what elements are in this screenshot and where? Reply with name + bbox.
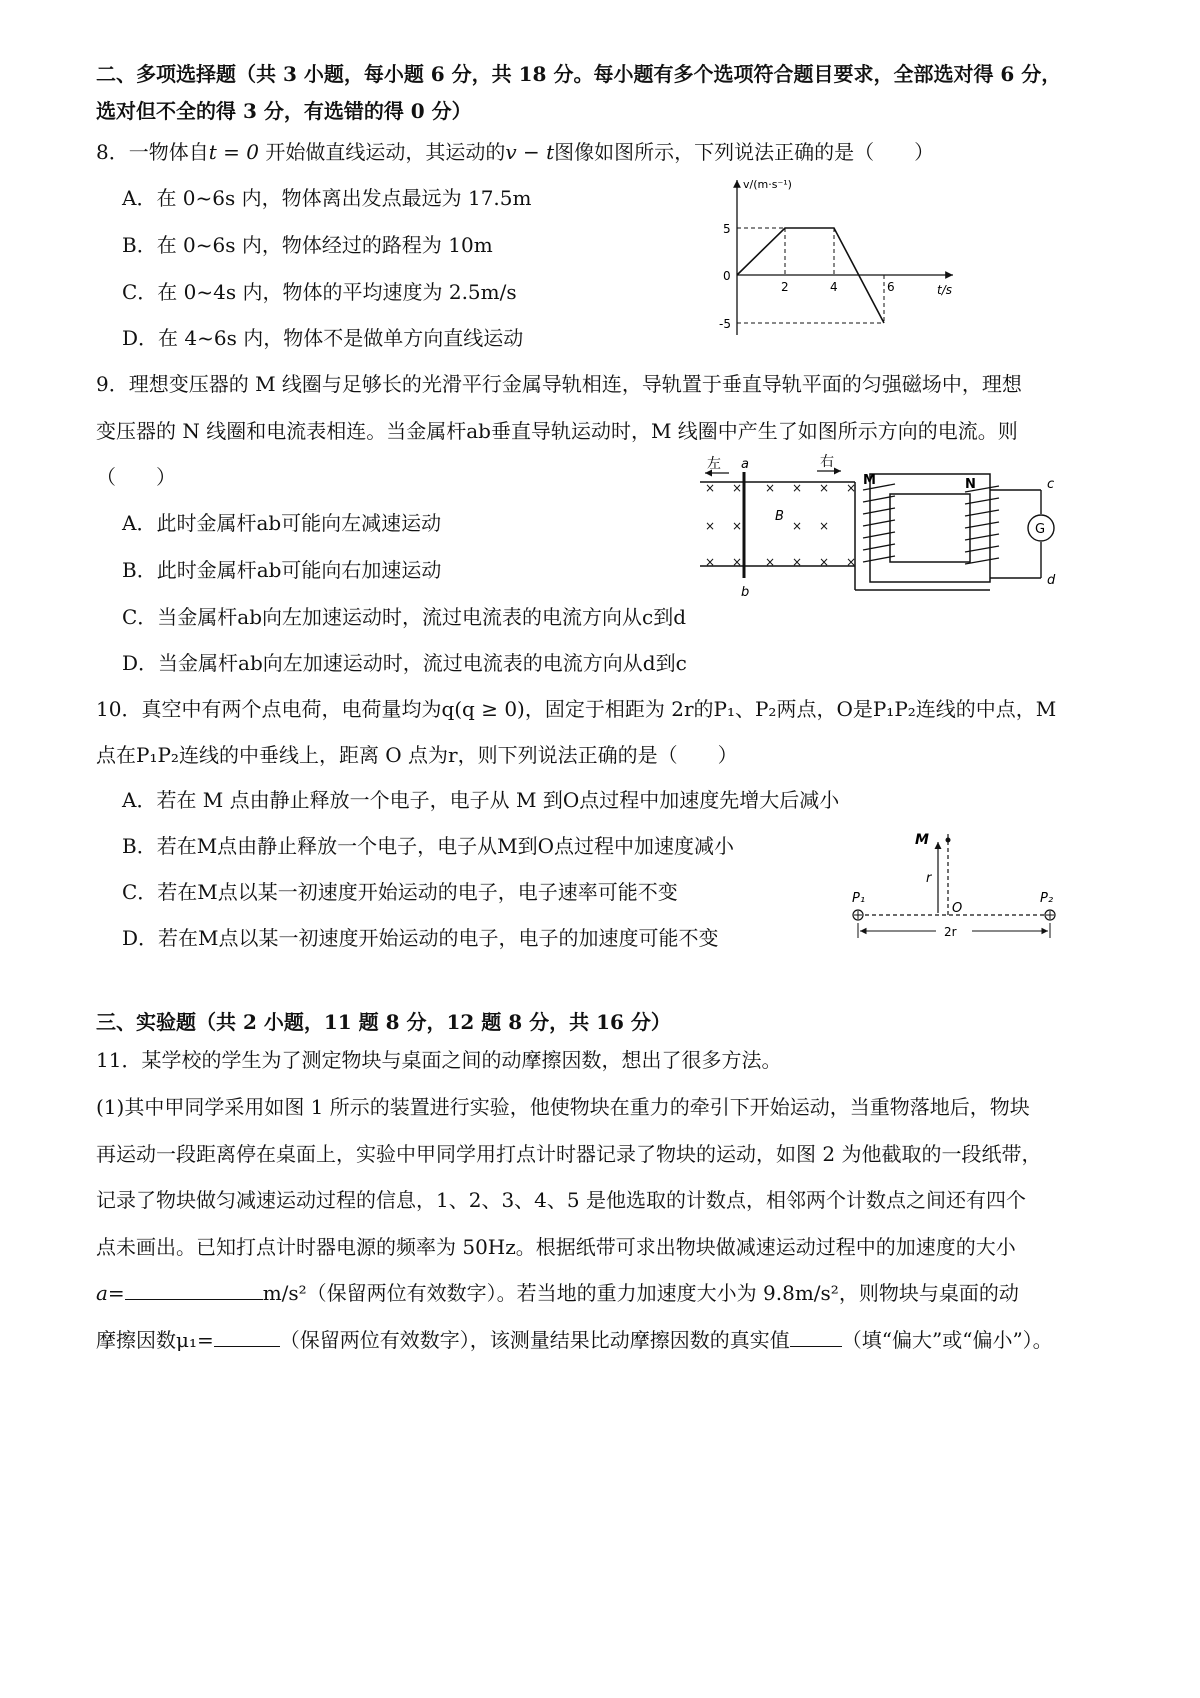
q11-p5-a: a=: [96, 1281, 125, 1305]
q10-line2: 点在P₁P₂连线的中垂线上，距离 O 点为r，则下列说法正确的是（ ）: [96, 743, 738, 767]
x-tick-2: 2: [781, 280, 789, 294]
y-tick-0: 0: [723, 269, 731, 283]
q9-line2: 变压器的 N 线圈和电流表相连。当金属杆ab垂直导轨运动时，M 线圈中产生了如图所示方向的电流。则: [96, 419, 1018, 443]
svg-text:×: ×: [732, 481, 743, 495]
q9-option-b: B．此时金属杆ab可能向右加速运动: [122, 558, 442, 582]
label-a: a: [741, 457, 749, 472]
q10-line1: 10．真空中有两个点电荷，电荷量均为q(q ≥ 0)，固定于相距为 2r的P₁、P₂两点，O是P₁P₂连线的中点，M: [96, 697, 1057, 721]
q11-p1: (1)其中甲同学采用如图 1 所示的装置进行实验，他使物块在重力的牵引下开始运动，当重物落地后，物块: [96, 1095, 1030, 1119]
svg-text:×: ×: [705, 555, 716, 569]
q9-paren: （ ）: [96, 465, 176, 489]
label-p2: P₂: [1040, 891, 1054, 906]
svg-text:×: ×: [819, 555, 830, 569]
x-tick-4: 4: [830, 280, 838, 294]
q8-stem-c: 图像如图所示，下列说法正确的是（ ）: [554, 140, 935, 164]
svg-text:×: ×: [819, 481, 830, 495]
q10-option-b: B．若在M点由静止释放一个电子，电子从M到O点过程中加速度减小: [122, 834, 735, 858]
section-2-title: 二、多项选择题（共 3 小题，每小题 6 分，共 18 分。每小题有多个选项符合题目要求，全部选对得 6 分，: [96, 62, 1062, 86]
q8-option-d: D．在 4~6s 内，物体不是做单方向直线运动: [122, 326, 524, 350]
label-O: O: [952, 901, 963, 916]
svg-text:×: ×: [705, 481, 716, 495]
q8-stem-var2: v − t: [505, 140, 555, 164]
label-G: G: [1035, 522, 1046, 537]
svg-text:×: ×: [732, 519, 743, 533]
section-2-title-cont: 选对但不全的得 3 分，有选错的得 0 分）: [96, 99, 472, 123]
svg-text:×: ×: [792, 519, 803, 533]
y-tick-neg5: -5: [719, 317, 731, 331]
label-2r: 2r: [944, 925, 957, 939]
svg-text:×: ×: [732, 555, 743, 569]
point-M: [946, 838, 951, 843]
x-axis-label: t/s: [937, 283, 952, 297]
q8-vt-graph: [715, 170, 965, 345]
q8-option-b: B．在 0~6s 内，物体经过的路程为 10m: [122, 233, 493, 257]
label-b: b: [741, 585, 750, 600]
svg-text:×: ×: [846, 481, 857, 495]
label-d: d: [1047, 573, 1056, 588]
q10-option-d: D．若在M点以某一初速度开始运动的电子，电子的加速度可能不变: [122, 926, 719, 950]
section-3-title: 三、实验题（共 2 小题，11 题 8 分，12 题 8 分，共 16 分）: [96, 1010, 671, 1034]
q9-option-d: D．当金属杆ab向左加速运动时，流过电流表的电流方向从d到c: [122, 651, 687, 675]
svg-text:×: ×: [705, 519, 716, 533]
svg-text:×: ×: [792, 481, 803, 495]
label-left: 左: [707, 456, 721, 472]
q8-stem: [96, 138, 934, 166]
label-r: r: [926, 871, 932, 886]
label-N: N: [965, 477, 976, 492]
q11-p6-a: 摩擦因数μ₁=: [96, 1328, 214, 1352]
y-axis-label: v/(m·s⁻¹): [743, 178, 792, 191]
answer-blank-bias[interactable]: [790, 1326, 842, 1347]
answer-blank-friction[interactable]: [214, 1326, 280, 1347]
q9-option-c: C．当金属杆ab向左加速运动时，流过电流表的电流方向从c到d: [122, 605, 687, 629]
svg-text:×: ×: [792, 555, 803, 569]
q11-p5: [96, 1279, 1019, 1307]
q8-option-a: A．在 0~6s 内，物体离出发点最远为 17.5m: [122, 186, 532, 210]
label-B: B: [775, 509, 784, 524]
q10-charge-diagram: [840, 820, 1080, 960]
q8-option-c: C．在 0~4s 内，物体的平均速度为 2.5m/s: [122, 280, 517, 304]
answer-blank-acceleration[interactable]: [125, 1279, 263, 1300]
svg-text:×: ×: [765, 481, 776, 495]
magnetic-field-marks: [705, 481, 856, 569]
q11-p6: [96, 1326, 1053, 1354]
label-c: c: [1047, 477, 1055, 492]
label-M: M: [915, 832, 929, 848]
q11-p6-b: （保留两位有效数字），该测量结果比动摩擦因数的真实值: [279, 1328, 790, 1352]
svg-text:×: ×: [765, 555, 776, 569]
svg-text:×: ×: [846, 555, 857, 569]
q11-p2: 再运动一段距离停在桌面上，实验中甲同学用打点计时器记录了物块的运动，如图 2 为他截取的一段纸带，: [96, 1142, 1042, 1166]
label-p1: P₁: [852, 891, 866, 906]
q11-p3: 记录了物块做匀减速运动过程的信息，1、2、3、4、5 是他选取的计数点，相邻两个计数点之间还有四个: [96, 1188, 1026, 1212]
q11-p5-b: m/s²（保留两位有效数字）。若当地的重力加速度大小为 9.8m/s²，则物块与桌面的动: [262, 1281, 1019, 1305]
q11-line1: 11．某学校的学生为了测定物块与桌面之间的动摩擦因数，想出了很多方法。: [96, 1048, 782, 1072]
q8-stem-var: t = 0: [208, 140, 259, 164]
y-tick-5: 5: [723, 222, 731, 236]
q8-stem-b: 开始做直线运动，其运动的: [258, 140, 506, 164]
q9-line1: 9．理想变压器的 M 线圈与足够长的光滑平行金属导轨相连，导轨置于垂直导轨平面的匀强磁场中，理想: [96, 372, 1022, 396]
x-tick-6: 6: [887, 280, 895, 294]
svg-text:×: ×: [819, 519, 830, 533]
q11-p6-c: （填“偏大”或“偏小”）。: [841, 1328, 1053, 1352]
q11-p4: 点未画出。已知打点计时器电源的频率为 50Hz。根据纸带可求出物块做减速运动过程中的加速度的大小: [96, 1235, 1016, 1259]
q10-option-c: C．若在M点以某一初速度开始运动的电子，电子速率可能不变: [122, 880, 678, 904]
q9-option-a: A．此时金属杆ab可能向左减速运动: [122, 511, 442, 535]
q10-option-a: A．若在 M 点由静止释放一个电子，电子从 M 到O点过程中加速度先增大后减小: [122, 788, 840, 812]
label-right: 右: [820, 454, 834, 470]
q8-stem-a: 8．一物体自: [96, 140, 209, 164]
q9-transformer-diagram: [695, 452, 1065, 602]
label-M: M: [863, 473, 876, 488]
